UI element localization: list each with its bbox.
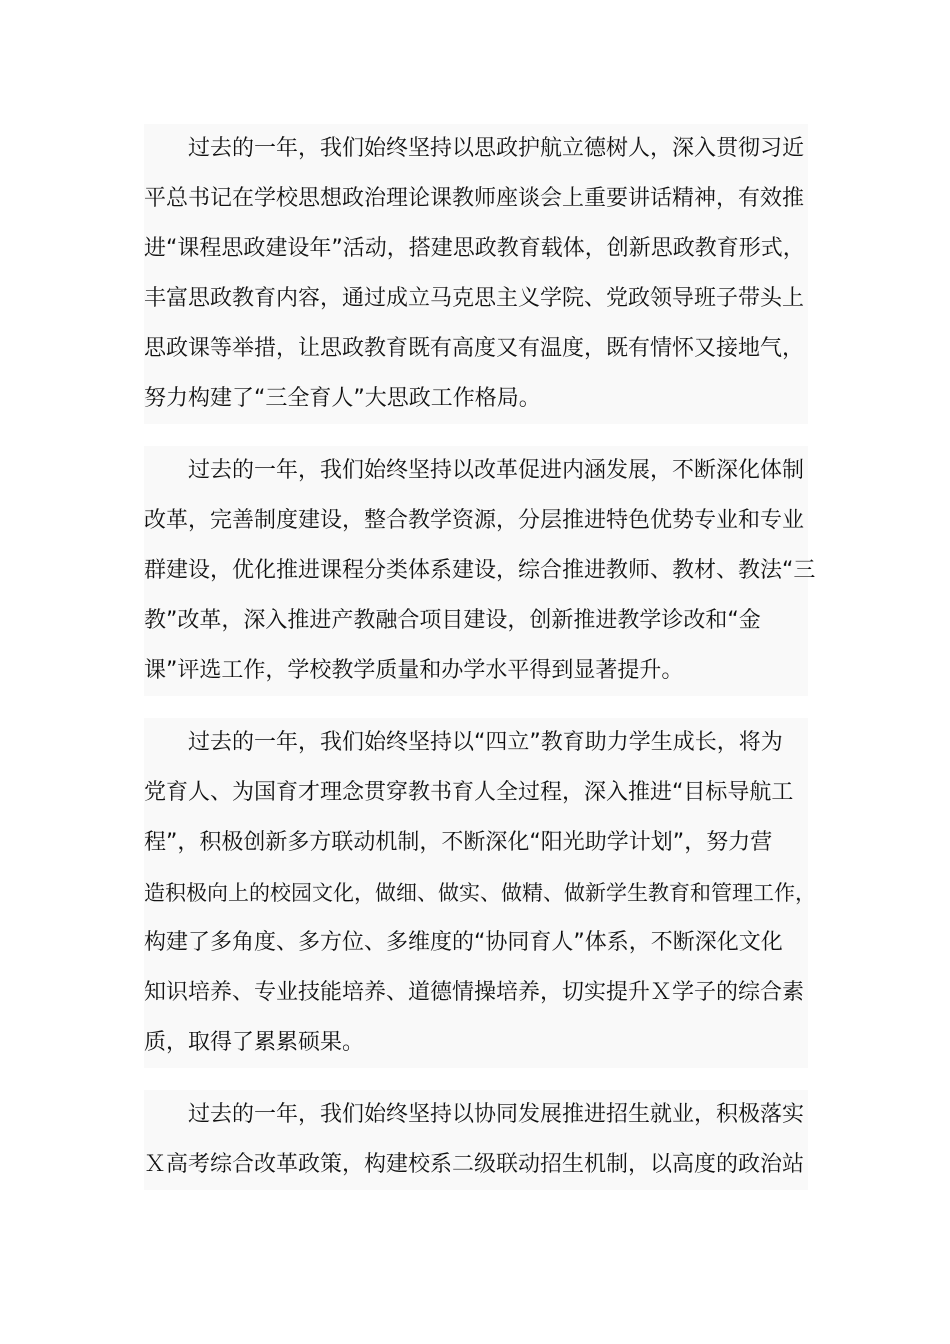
paragraph-line: 思政课等举措，让思政教育既有高度又有温度，既有情怀又接地气，	[144, 336, 805, 361]
paragraph-1	[144, 124, 808, 424]
paragraph-line: 党育人、为国育才理念贯穿教书育人全过程，深入推进“目标导航工	[144, 780, 794, 805]
paragraph-line: 知识培养、专业技能培养、道德情操培养，切实提升Ｘ学子的综合素	[144, 980, 805, 1005]
paragraph-line: 课”评选工作，学校教学质量和办学水平得到显著提升。	[144, 658, 684, 683]
paragraph-line: 教”改革，深入推进产教融合项目建设，创新推进教学诊改和“金	[144, 608, 761, 633]
paragraph-line: 改革，完善制度建设，整合教学资源，分层推进特色优势专业和专业	[144, 508, 805, 533]
paragraph-3	[144, 718, 816, 1068]
paragraph-line: 过去的一年，我们始终坚持以思政护航立德树人，深入贯彻习近	[144, 136, 805, 161]
paragraph-line: 努力构建了“三全育人”大思政工作格局。	[144, 386, 541, 411]
paragraph-4	[144, 1090, 808, 1190]
paragraph-2	[144, 446, 816, 696]
paragraph-line: 过去的一年，我们始终坚持以改革促进内涵发展，不断深化体制	[144, 458, 805, 483]
paragraph-line: 程”，积极创新多方联动机制，不断深化“阳光助学计划”，努力营	[144, 830, 773, 855]
paragraph-line: 群建设，优化推进课程分类体系建设，综合推进教师、教材、教法“三	[144, 558, 816, 583]
paragraph-line: 构建了多角度、多方位、多维度的“协同育人”体系，不断深化文化	[144, 930, 783, 955]
paragraph-line: 造积极向上的校园文化，做细、做实、做精、做新学生教育和管理工作，	[144, 881, 816, 905]
paragraph-line: 丰富思政教育内容，通过成立马克思主义学院、党政领导班子带头上	[144, 286, 805, 311]
paragraph-line: Ｘ高考综合改革政策，构建校系二级联动招生机制，以高度的政治站	[144, 1152, 805, 1177]
paragraph-line: 质，取得了累累硕果。	[144, 1030, 365, 1055]
paragraph-line: 过去的一年，我们始终坚持以协同发展推进招生就业，积极落实	[144, 1102, 805, 1127]
paragraph-line: 平总书记在学校思想政治理论课教师座谈会上重要讲话精神，有效推	[144, 186, 805, 211]
paragraph-line: 过去的一年，我们始终坚持以“四立”教育助力学生成长，将为	[144, 730, 783, 755]
paragraph-line: 进“课程思政建设年”活动，搭建思政教育载体，创新思政教育形式，	[144, 236, 805, 261]
